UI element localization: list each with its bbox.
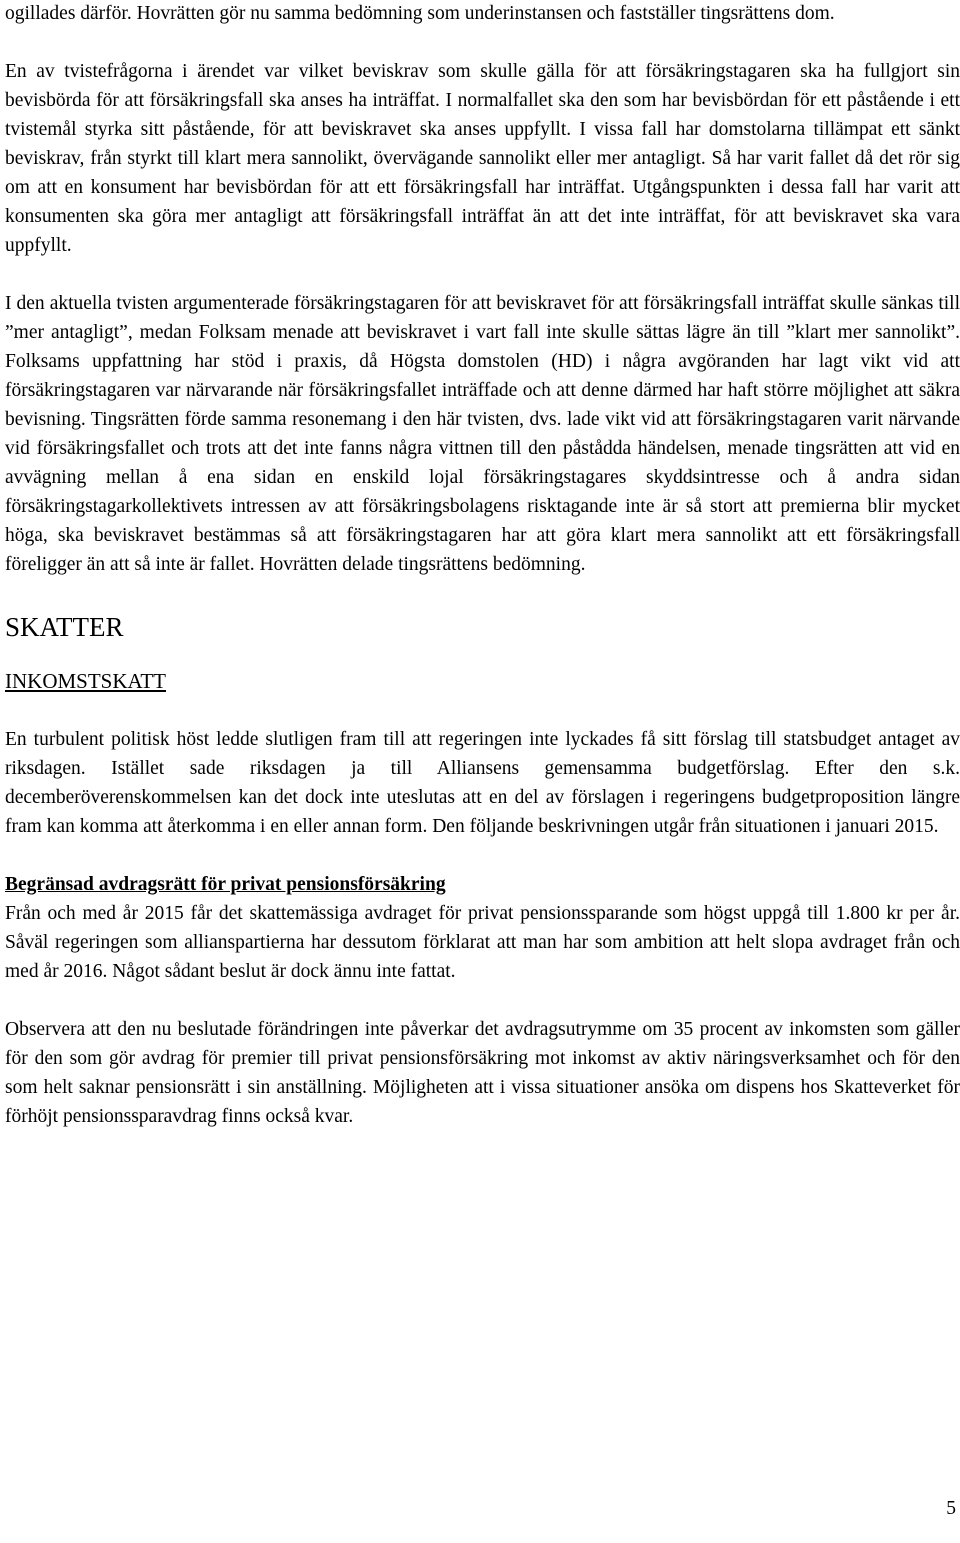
paragraph-avdrag: Från och med år 2015 får det skattemässiga avdraget för privat pensionssparande som högst uppgå till 1.800 kr per år. Såväl regeringen som allianspartierna har dessutom förklarat att man har som ambition att helt slopa avdraget från och med år 2016. Något sådant beslut är dock ännu inte fattat.	[5, 903, 960, 982]
section-heading-inkomstskatt: INKOMSTSKATT	[5, 669, 167, 693]
paragraph-continued: ogillades därför. Hovrätten gör nu samma bedömning som underinstansen och fastställer tingsrättens dom.	[5, 3, 835, 24]
paragraph-beviskrav: En av tvistefrågorna i ärendet var vilket beviskrav som skulle gälla för att försäkringstagaren ska ha fullgjort sin bevisbörda för att försäkringsfall ska anses ha inträffat. I normalfallet ska den som har bevisbördan för ett påstående i ett tvistemål styrka sitt påstående, för att beviskravet ska anses uppfyllt. I vissa fall har domstolarna tillämpat ett sänkt beviskrav, från styrkt till klart mera sannolikt, övervägande sannolikt eller mer antagligt. Så har varit fallet då det rör sig om att en konsument har bevisbördan för att ett försäkringsfall har inträffat. Utgångspunkten i dessa fall har varit att konsumenten ska göra mer antagligt att försäkringsfall inträffat än att det inte inträffat, för att beviskravet ska vara uppfyllt.	[5, 61, 960, 256]
subheading-avdragsratt: Begränsad avdragsrätt för privat pensionsförsäkring	[5, 874, 446, 895]
document-page	[5, 0, 960, 1131]
paragraph-observera: Observera att den nu beslutade förändringen inte påverkar det avdragsutrymme om 35 procent av inkomsten som gäller för den som gör avdrag för premier till privat pensionsförsäkring mot inkomst av aktiv näringsverksamhet och för den som helt saknar pensionsrätt i sin anställning. Möjligheten att i vissa situationer ansöka om dispens hos Skatteverket för förhöjt pensionssparavdrag finns också kvar.	[5, 1019, 960, 1127]
page-number: 5	[946, 1498, 956, 1519]
paragraph-turbulent-host: En turbulent politisk höst ledde slutligen fram till att regeringen inte lyckades få sitt förslag till statsbudget antaget av riksdagen. Istället sade riksdagen ja till Alliansens gemensamma budgetförslag. Efter den s.k. decemberöverenskommelsen kan det dock inte uteslutas att en del av förslagen i regeringens budgetproposition längre fram kan komma att återkomma i en eller annan form. Den följande beskrivningen utgår från situationen i januari 2015.	[5, 729, 960, 837]
section-heading-skatter: SKATTER	[5, 612, 124, 642]
paragraph-aktuella-tvisten: I den aktuella tvisten argumenterade försäkringstagaren för att beviskravet för att försäkringsfall inträffat skulle sänkas till ”mer antagligt”, medan Folksam menade att beviskravet i vart fall inte skulle sättas lägre än till ”klart mer sannolikt”. Folksams uppfattning har stöd i praxis, då Högsta domstolen (HD) i några avgöranden har lagt vikt vid att försäkringstagaren var närvarande när försäkringsfallet inträffade och att denne därmed har haft större möjlighet att säkra bevisning. Tingsrätten förde samma resonemang i den här tvisten, dvs. lade vikt vid att försäkringstagaren varit närvande vid försäkringsfallet och trots att det inte fanns några vittnen till den påstådda händelsen, menade tingsrätten att vid en avvägning mellan å ena sidan en enskild lojal försäkringstagares skyddsintresse och å andra sidan försäkringstagarkollektivets intressen av att försäkringsbolagens risktagande inte är så stort att premierna blir mycket höga, ska beviskravet bestämmas så att försäkringstagaren har att göra klart mera sannolikt att ett försäkringsfall föreligger än att så inte är fallet. Hovrätten delade tingsrättens bedömning.	[5, 293, 960, 575]
